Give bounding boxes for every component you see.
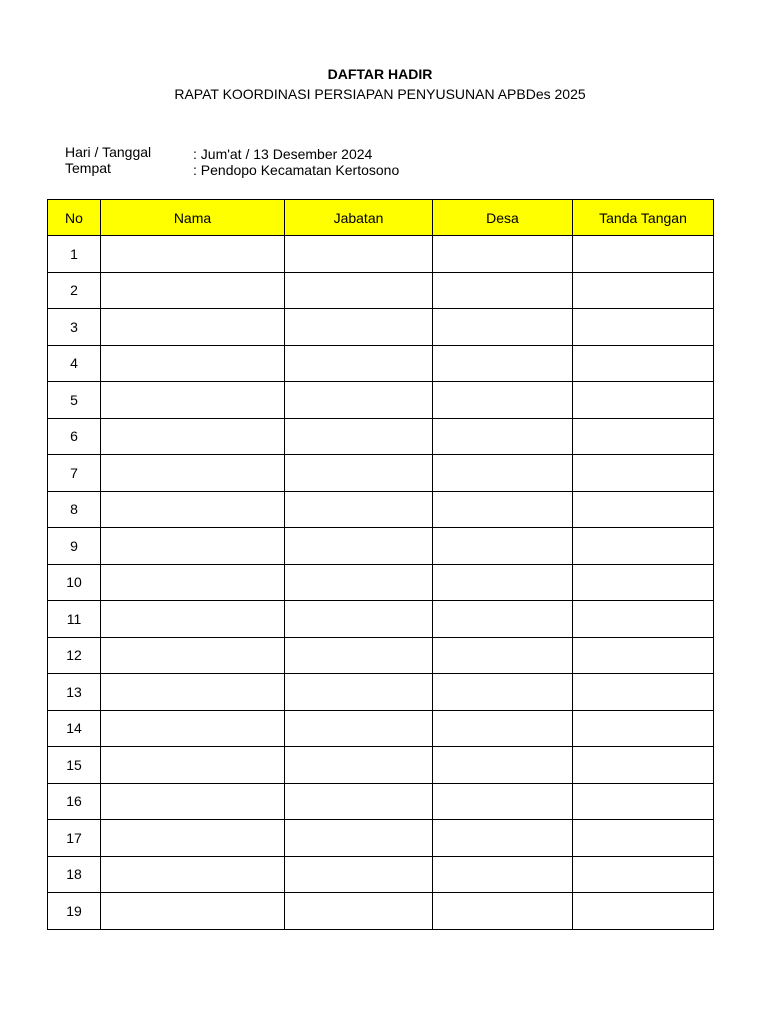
table-row <box>48 601 714 638</box>
header-tanda-tangan: Tanda Tangan <box>573 200 714 236</box>
table-header-row <box>48 200 714 236</box>
cell-tanda-tangan <box>573 418 714 455</box>
document-subtitle: RAPAT KOORDINASI PERSIAPAN PENYUSUNAN APBDes 2025 <box>174 86 586 102</box>
cell-jabatan <box>285 564 433 601</box>
cell-nama <box>101 272 285 309</box>
cell-nama <box>101 601 285 638</box>
header-jabatan: Jabatan <box>285 200 433 236</box>
cell-nama <box>101 345 285 382</box>
table-row <box>48 893 714 930</box>
place-value: : Pendopo Kecamatan Kertosono <box>193 162 400 178</box>
cell-jabatan <box>285 272 433 309</box>
cell-desa <box>433 236 573 273</box>
cell-tanda-tangan <box>573 637 714 674</box>
table-row <box>48 236 714 273</box>
cell-jabatan <box>285 418 433 455</box>
table-row <box>48 382 714 419</box>
table-row <box>48 747 714 784</box>
cell-desa <box>433 455 573 492</box>
table-row <box>48 455 714 492</box>
day-date-label: Hari / Tanggal <box>65 144 152 160</box>
cell-desa <box>433 710 573 747</box>
cell-nama <box>101 309 285 346</box>
cell-nama <box>101 455 285 492</box>
table-row <box>48 856 714 893</box>
document-title: DAFTAR HADIR <box>327 66 433 82</box>
cell-desa <box>433 893 573 930</box>
place-label: Tempat <box>65 160 111 176</box>
cell-jabatan <box>285 856 433 893</box>
cell-desa <box>433 637 573 674</box>
table-row <box>48 564 714 601</box>
cell-no: 2 <box>48 272 101 309</box>
cell-tanda-tangan <box>573 345 714 382</box>
cell-no: 13 <box>48 674 101 711</box>
cell-no: 12 <box>48 637 101 674</box>
cell-tanda-tangan <box>573 856 714 893</box>
table-row <box>48 637 714 674</box>
table-row <box>48 345 714 382</box>
table-row <box>48 272 714 309</box>
attendance-table <box>47 199 714 930</box>
cell-jabatan <box>285 382 433 419</box>
cell-nama <box>101 382 285 419</box>
cell-no: 5 <box>48 382 101 419</box>
cell-tanda-tangan <box>573 564 714 601</box>
cell-tanda-tangan <box>573 272 714 309</box>
cell-jabatan <box>285 236 433 273</box>
cell-jabatan <box>285 309 433 346</box>
table-row <box>48 674 714 711</box>
cell-desa <box>433 820 573 857</box>
cell-nama <box>101 418 285 455</box>
cell-desa <box>433 674 573 711</box>
cell-tanda-tangan <box>573 528 714 565</box>
cell-desa <box>433 856 573 893</box>
table-body <box>48 236 714 930</box>
cell-desa <box>433 491 573 528</box>
cell-jabatan <box>285 491 433 528</box>
cell-no: 16 <box>48 783 101 820</box>
cell-tanda-tangan <box>573 309 714 346</box>
cell-nama <box>101 491 285 528</box>
table-row <box>48 309 714 346</box>
cell-tanda-tangan <box>573 747 714 784</box>
cell-nama <box>101 710 285 747</box>
cell-tanda-tangan <box>573 674 714 711</box>
cell-nama <box>101 783 285 820</box>
cell-nama <box>101 820 285 857</box>
cell-jabatan <box>285 455 433 492</box>
cell-no: 19 <box>48 893 101 930</box>
cell-no: 3 <box>48 309 101 346</box>
table-row <box>48 710 714 747</box>
cell-tanda-tangan <box>573 893 714 930</box>
cell-nama <box>101 856 285 893</box>
cell-no: 11 <box>48 601 101 638</box>
cell-jabatan <box>285 345 433 382</box>
cell-jabatan <box>285 637 433 674</box>
cell-desa <box>433 528 573 565</box>
day-date-value: : Jum'at / 13 Desember 2024 <box>193 146 373 162</box>
cell-jabatan <box>285 747 433 784</box>
cell-desa <box>433 601 573 638</box>
cell-desa <box>433 564 573 601</box>
cell-desa <box>433 272 573 309</box>
cell-tanda-tangan <box>573 382 714 419</box>
cell-jabatan <box>285 710 433 747</box>
cell-no: 10 <box>48 564 101 601</box>
cell-no: 18 <box>48 856 101 893</box>
cell-no: 14 <box>48 710 101 747</box>
cell-desa <box>433 309 573 346</box>
cell-no: 8 <box>48 491 101 528</box>
cell-nama <box>101 637 285 674</box>
cell-nama <box>101 674 285 711</box>
cell-tanda-tangan <box>573 710 714 747</box>
table-row <box>48 820 714 857</box>
cell-no: 7 <box>48 455 101 492</box>
cell-nama <box>101 893 285 930</box>
cell-desa <box>433 747 573 784</box>
cell-tanda-tangan <box>573 236 714 273</box>
cell-tanda-tangan <box>573 455 714 492</box>
cell-tanda-tangan <box>573 820 714 857</box>
cell-nama <box>101 528 285 565</box>
header-no: No <box>48 200 101 236</box>
cell-tanda-tangan <box>573 783 714 820</box>
cell-desa <box>433 382 573 419</box>
table-row <box>48 783 714 820</box>
cell-jabatan <box>285 783 433 820</box>
cell-desa <box>433 418 573 455</box>
cell-nama <box>101 236 285 273</box>
cell-no: 1 <box>48 236 101 273</box>
table-row <box>48 528 714 565</box>
cell-desa <box>433 783 573 820</box>
cell-nama <box>101 747 285 784</box>
cell-no: 4 <box>48 345 101 382</box>
cell-jabatan <box>285 893 433 930</box>
header-nama: Nama <box>101 200 285 236</box>
header-desa: Desa <box>433 200 573 236</box>
cell-no: 15 <box>48 747 101 784</box>
cell-jabatan <box>285 601 433 638</box>
cell-tanda-tangan <box>573 601 714 638</box>
cell-jabatan <box>285 820 433 857</box>
cell-nama <box>101 564 285 601</box>
cell-no: 9 <box>48 528 101 565</box>
cell-jabatan <box>285 674 433 711</box>
cell-desa <box>433 345 573 382</box>
cell-no: 17 <box>48 820 101 857</box>
table-row <box>48 491 714 528</box>
cell-no: 6 <box>48 418 101 455</box>
cell-tanda-tangan <box>573 491 714 528</box>
table-row <box>48 418 714 455</box>
cell-jabatan <box>285 528 433 565</box>
